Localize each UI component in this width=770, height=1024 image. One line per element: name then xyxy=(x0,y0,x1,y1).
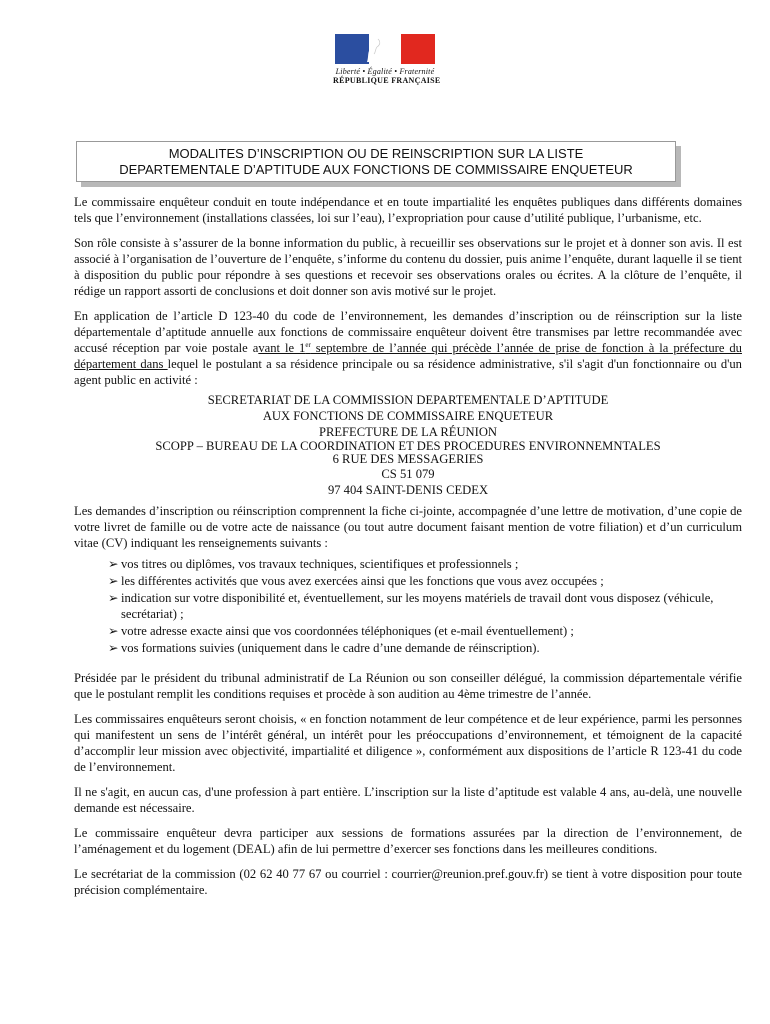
arrow-bullet-icon: ➢ xyxy=(108,574,119,588)
address-line: PREFECTURE DE LA RÉUNION xyxy=(318,425,498,439)
marianne-flag-icon xyxy=(335,34,435,64)
deadline-text: vant le 1er septembre de l’année qui précède l’année de prise de fonction à la préfecture du département dans xyxy=(74,340,742,371)
paragraph-mission: Son rôle consiste à s’assurer de la bonne information du public, à recueillir ses observations sur le projet et à donner son avis. Il est associé à l’organisation de l’ouverture de l’enquête, s’informe du contenu du dossier, puis anime l’enquête, durant laquelle il se tient à disposition du public pour répondre à ses questions et recevoir ses observations orales ou écrites. A la clôture de l’enquête, il rédige un rapport assorti de conclusions et doit donner son avis motivé sur le projet. xyxy=(74,236,742,298)
motto: Liberté • Égalité • Fraternité xyxy=(335,67,435,76)
document-body xyxy=(74,194,742,907)
country-name: RÉPUBLIQUE FRANÇAISE xyxy=(333,76,441,85)
arrow-bullet-icon: ➢ xyxy=(108,591,119,605)
paragraph-documents: Les demandes d’inscription ou réinscription comprennent la fiche ci-jointe, accompagnée d’une lettre de motivation, d’une copie de votre livret de famille ou de votre acte de naissance (ou tout autre document faisant mention de votre filiation) et d’un curriculum vitae (CV) indiquant les renseignements suivants : xyxy=(74,504,742,550)
paragraph-application: En application de l’article D 123-40 du code de l’environnement, les demandes d’inscription ou de réinscription sur la liste départementale d’aptitude annuelle aux fonctions de commissaire enquêteur doivent être transmises par lettre recommandée avec accusé réception par voie postale avant le 1er septembre de l’année qui précède l’année de prise de fonction à la préfecture du département dans lequel le postulant a sa résidence principale ou sa résidence administrative, s'il s'agit d'un fonctionnaire ou d'un agent public en activité : xyxy=(74,309,742,387)
paragraph-commission: Présidée par le président du tribunal administratif de La Réunion ou son conseiller délégué, la commission départementale vérifie que le postulant remplit les conditions requises et procède à son audition au 4ème trimestre de l’année. xyxy=(74,671,742,701)
arrow-bullet-icon: ➢ xyxy=(108,641,119,655)
postal-address xyxy=(74,392,742,498)
list-item: ➢ indication sur votre disponibilité et, éventuellement, sur les moyens matériels de travail dont vous disposez (véhicule, secrétariat) ; xyxy=(108,591,714,621)
address-line: CS 51 079 xyxy=(381,467,435,481)
paragraph-role: Le commissaire enquêteur conduit en toute indépendance et en toute impartialité les enquêtes publiques dans différents domaines tels que l’environnement (installations classées, loi sur l’eau), l’expropriation pour cause d’utilité publique, l’urbanisme, etc. xyxy=(74,195,742,225)
address-line: SCOPP – BUREAU DE LA COORDINATION ET DES PROCEDURES ENVIRONNEMNTALES xyxy=(155,439,661,453)
required-info-list xyxy=(108,556,742,656)
paragraph-validity: Il ne s'agit, en aucun cas, d'une profession à part entière. L’inscription sur la liste d’aptitude est valable 4 ans, au-delà, une nouvelle demande est nécessaire. xyxy=(74,785,742,815)
address-line: 6 RUE DES MESSAGERIES xyxy=(332,452,484,466)
address-line: AUX FONCTIONS DE COMMISSAIRE ENQUETEUR xyxy=(262,409,554,423)
paragraph-contact: Le secrétariat de la commission (02 62 40 77 67 ou courriel : courrier@reunion.pref.gouv.fr) se tient à votre disposition pour toute précision complémentaire. xyxy=(74,867,742,897)
arrow-bullet-icon: ➢ xyxy=(108,624,119,638)
title-line-1: MODALITES D’INSCRIPTION OU DE REINSCRIPTION SUR LA LISTE xyxy=(168,146,584,161)
arrow-bullet-icon: ➢ xyxy=(108,557,119,571)
address-line: 97 404 SAINT-DENIS CEDEX xyxy=(327,483,489,497)
list-item: ➢ vos formations suivies (uniquement dans le cadre d’une demande de réinscription). xyxy=(108,641,540,655)
list-item: ➢ les différentes activités que vous avez exercées ainsi que les fonctions que vous avez occupées ; xyxy=(108,574,604,588)
page-title xyxy=(76,141,676,182)
list-item: ➢ vos titres ou diplômes, vos travaux techniques, scientifiques et professionnels ; xyxy=(108,557,519,571)
republique-francaise-logo xyxy=(333,34,441,85)
title-line-2: DEPARTEMENTALE D’APTITUDE AUX FONCTIONS DE COMMISSAIRE ENQUETEUR xyxy=(119,162,633,177)
address-line: SECRETARIAT DE LA COMMISSION DEPARTEMENTALE D’APTITUDE xyxy=(207,393,609,407)
list-item: ➢ votre adresse exacte ainsi que vos coordonnées téléphoniques (et e-mail éventuellement) ; xyxy=(108,624,574,638)
paragraph-selection: Les commissaires enquêteurs seront choisis, « en fonction notamment de leur compétence et de leur expérience, parmi les personnes qui manifestent un sens de l’intérêt général, un intérêt pour les préoccupations d’environnement, et témoignent de la capacité d’accomplir leur mission avec objectivité, impartialité et diligence », conformément aux dispositions de l’article R 123-41 du code de l’environnement. xyxy=(74,712,742,774)
paragraph-training: Le commissaire enquêteur devra participer aux sessions de formations assurées par la direction de l’environnement, de l’aménagement et du logement (DEAL) afin de lui permettre d’exercer ses fonctions dans les meilleures conditions. xyxy=(74,826,742,856)
